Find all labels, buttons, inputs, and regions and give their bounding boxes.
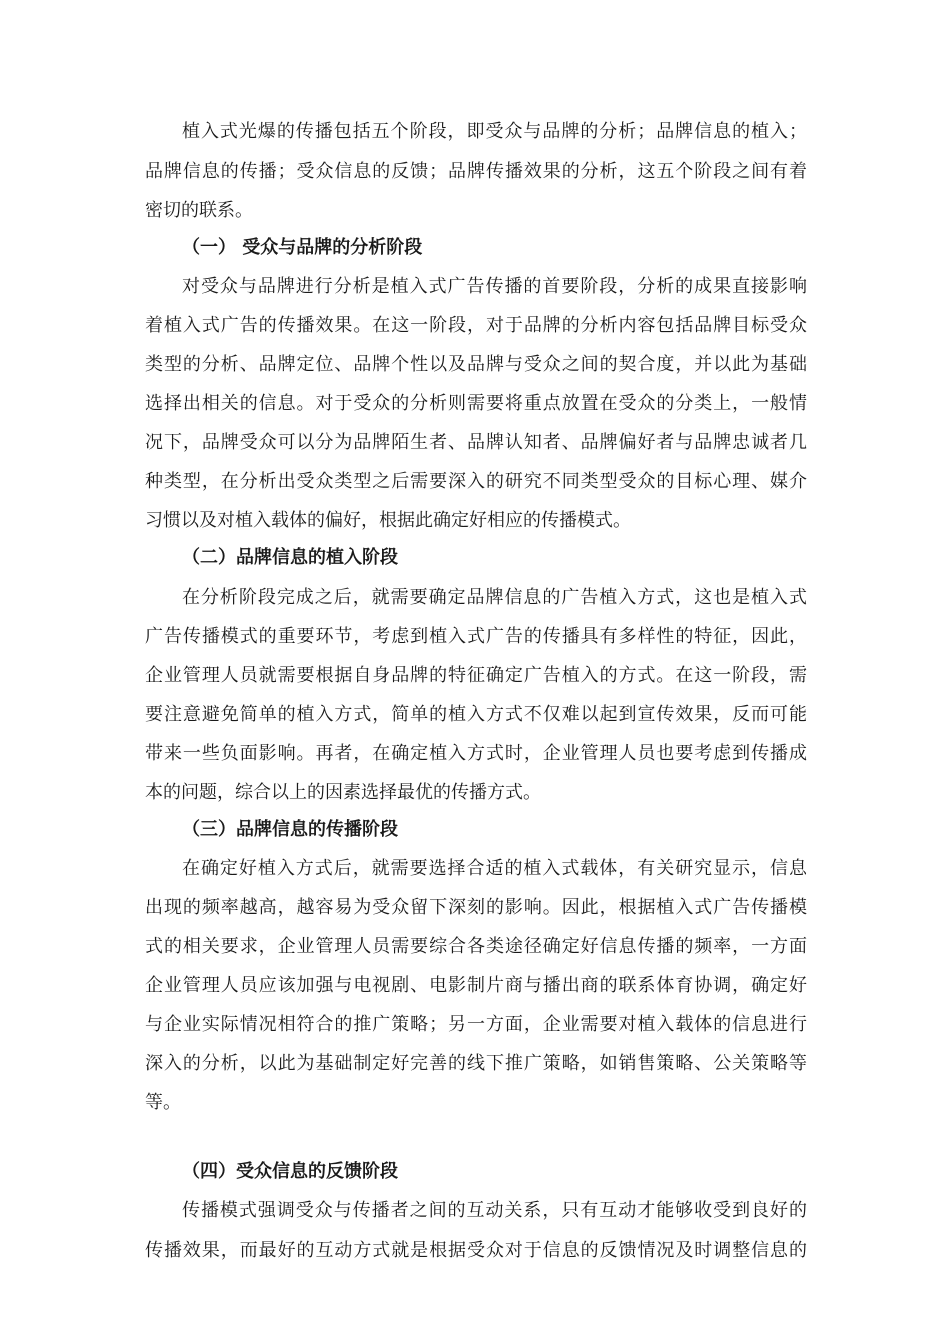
paragraph-line: 出现的频率越高，越容易为受众留下深刻的影响。因此，根据植入式广告传播模 [145, 897, 807, 918]
paragraph-line: 要注意避免简单的植入方式，简单的植入方式不仅难以起到宣传效果，反而可能 [145, 704, 807, 725]
paragraph-line: 选择出相关的信息。对于受众的分析则需要将重点放置在受众的分类上，一般情 [145, 393, 807, 414]
paragraph-line: 着植入式广告的传播效果。在这一阶段，对于品牌的分析内容包括品牌目标受众 [145, 315, 807, 336]
section-heading: （四）受众信息的反馈阶段 [182, 1161, 398, 1182]
paragraph-line: 等。 [145, 1092, 181, 1113]
intro-line: 密切的联系。 [145, 200, 253, 221]
paragraph-line: 与企业实际情况相符合的推广策略；另一方面，企业需要对植入载体的信息进行 [145, 1014, 807, 1035]
section-heading: （二）品牌信息的植入阶段 [182, 547, 398, 568]
section-heading: （三）品牌信息的传播阶段 [182, 819, 398, 840]
section-heading: （一） 受众与品牌的分析阶段 [182, 237, 423, 258]
intro-line: 品牌信息的传播；受众信息的反馈；品牌传播效果的分析，这五个阶段之间有着 [145, 161, 807, 182]
paragraph-line: 传播模式强调受众与传播者之间的互动关系，只有互动才能够收受到良好的 [182, 1200, 807, 1221]
paragraph-line: 本的问题，综合以上的因素选择最优的传播方式。 [145, 782, 541, 803]
paragraph-line: 企业管理人员就需要根据自身品牌的特征确定广告植入的方式。在这一阶段，需 [145, 665, 807, 686]
paragraph-line: 习惯以及对植入载体的偏好，根据此确定好相应的传播模式。 [145, 510, 631, 531]
paragraph-line: 广告传播模式的重要环节，考虑到植入式广告的传播具有多样性的特征，因此， [145, 626, 807, 647]
paragraph-line: 况下，品牌受众可以分为品牌陌生者、品牌认知者、品牌偏好者与品牌忠诚者几 [145, 432, 807, 453]
paragraph-line: 深入的分析，以此为基础制定好完善的线下推广策略，如销售策略、公关策略等 [145, 1053, 807, 1074]
paragraph-line: 种类型，在分析出受众类型之后需要深入的研究不同类型受众的目标心理、媒介 [145, 471, 807, 492]
paragraph-line: 式的相关要求，企业管理人员需要综合各类途径确定好信息传播的频率，一方面 [145, 936, 807, 957]
paragraph-line: 传播效果，而最好的互动方式就是根据受众对于信息的反馈情况及时调整信息的 [145, 1240, 807, 1261]
paragraph-line: 在分析阶段完成之后，就需要确定品牌信息的广告植入方式，这也是植入式 [182, 587, 807, 608]
paragraph-line: 企业管理人员应该加强与电视剧、电影制片商与播出商的联系体育协调，确定好 [145, 975, 807, 996]
paragraph-line: 类型的分析、品牌定位、品牌个性以及品牌与受众之间的契合度，并以此为基础 [145, 354, 807, 375]
paragraph-line: 带来一些负面影响。再者，在确定植入方式时，企业管理人员也要考虑到传播成 [145, 743, 807, 764]
paragraph-line: 对受众与品牌进行分析是植入式广告传播的首要阶段，分析的成果直接影响 [182, 276, 807, 297]
intro-line: 植入式光爆的传播包括五个阶段，即受众与品牌的分析；品牌信息的植入； [182, 121, 807, 142]
paragraph-line: 在确定好植入方式后，就需要选择合适的植入式载体，有关研究显示，信息 [182, 858, 807, 879]
